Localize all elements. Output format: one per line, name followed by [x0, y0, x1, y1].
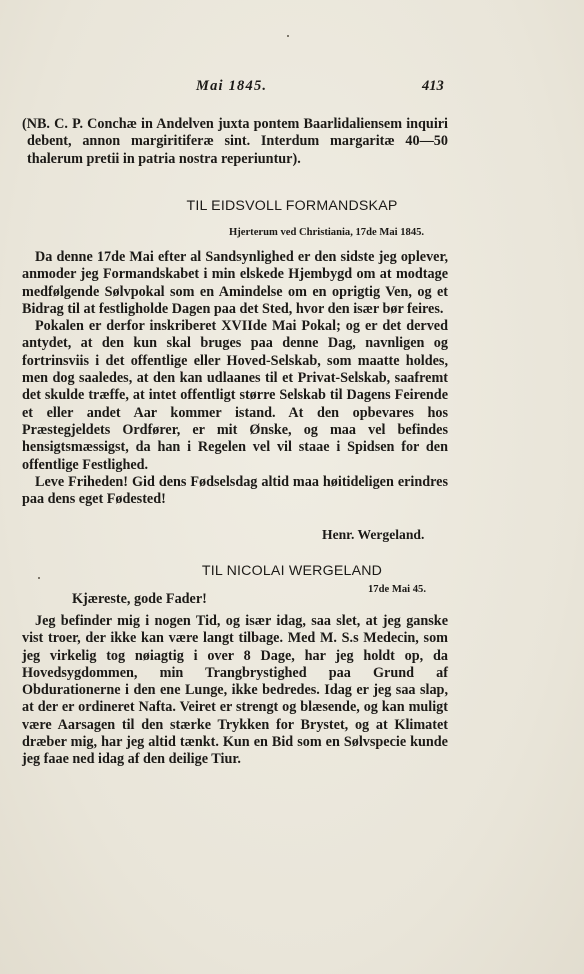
- running-head: [0, 78, 584, 102]
- letter1-signature: Henr. Wergeland.: [322, 527, 425, 542]
- letter1-place-date: Hjerterum ved Christiania, 17de Mai 1845.: [229, 227, 425, 238]
- note-text: (NB. C. P. Conchæ in Andelven juxta pontem Baarlidaliensem inquiri debent, annon margiritiferæ sint. Interdum margaritæ 40—50 thalerum pretii in patria nostra reperiuntur).: [22, 116, 448, 167]
- latin-note: [22, 116, 448, 168]
- letter1-paragraph: Da denne 17de Mai efter al Sandsynlighed er den sidste jeg oplever, anmoder jeg Formandskabet i min elskede Hjembygd om at modtage medfølgende Sølvpokal som en Amindelse om en oprigtig Ven, og et Bidrag til at festligholde Dagen paa det Sted, hvor den især bør feires.: [22, 249, 448, 317]
- letter2-heading-text: TIL NICOLAI WERGELAND: [201, 563, 383, 579]
- letter1-paragraph: Leve Friheden! Gid dens Fødselsdag altid maa høitideligen erindres paa dens eget Fødested!: [22, 473, 448, 508]
- letter2-body: [22, 613, 448, 769]
- letter2-salutation: Kjæreste, gode Fader!: [72, 591, 207, 607]
- running-title: Mai 1845.: [196, 78, 268, 94]
- letter1-paragraph: Pokalen er derfor inskriberet XVIIde Mai Pokal; og er det derved antydet, at den kun skal bruges paa denne Dag, navnligen og fortrinsviis i det offentlige eller Hoved-Selskab, som maatte holdes, men dog saaledes, at den kan udlaanes til et Privat-Selskab, saafremt det skulde træffe, at intet offentligt større Selskab til Dagens Feirende et eller andet Aar kommer istand. At den opbevares hos Præstegjeldets Ordfører, er mit Ønske, og maa vel befindes hensigtsmæssigst, da han i Regelen vel vil staae i Spidsen for den offentlige Festlighed.: [22, 318, 448, 473]
- letter1-heading-text: TIL EIDSVOLL FORMANDSKAP: [186, 198, 398, 214]
- page-number: 413: [422, 78, 444, 94]
- paper-speck: [287, 35, 289, 37]
- letter2-date: 17de Mai 45.: [368, 584, 426, 595]
- letter1-body: [22, 249, 448, 508]
- letter2-paragraph: Jeg befinder mig i nogen Tid, og især idag, saa slet, at jeg ganske vist troer, der ikke kan være langt tilbage. Med M. S.s Medecin, som jeg virkelig tog nøiagtig i over 8 Dage, har jeg holdt op, da Hovedsygdommen, min Trangbrystighed paa Grund af Obdurationerne i den ene Lunge, ikke bedredes. Idag er jeg saa slap, at der er ordineret Nafta. Veiret er strengt og blæsende, og kan muligt være Aarsagen til den stærke Trykken for Brystet, og at Klimatet dræber mig, har jeg altid tænkt. Kun en Bid som en Sølvspecie kunde jeg faae ned idag af den deilige Tiur.: [22, 613, 448, 768]
- letter2-heading: [0, 563, 584, 579]
- letter1-heading: [0, 198, 584, 214]
